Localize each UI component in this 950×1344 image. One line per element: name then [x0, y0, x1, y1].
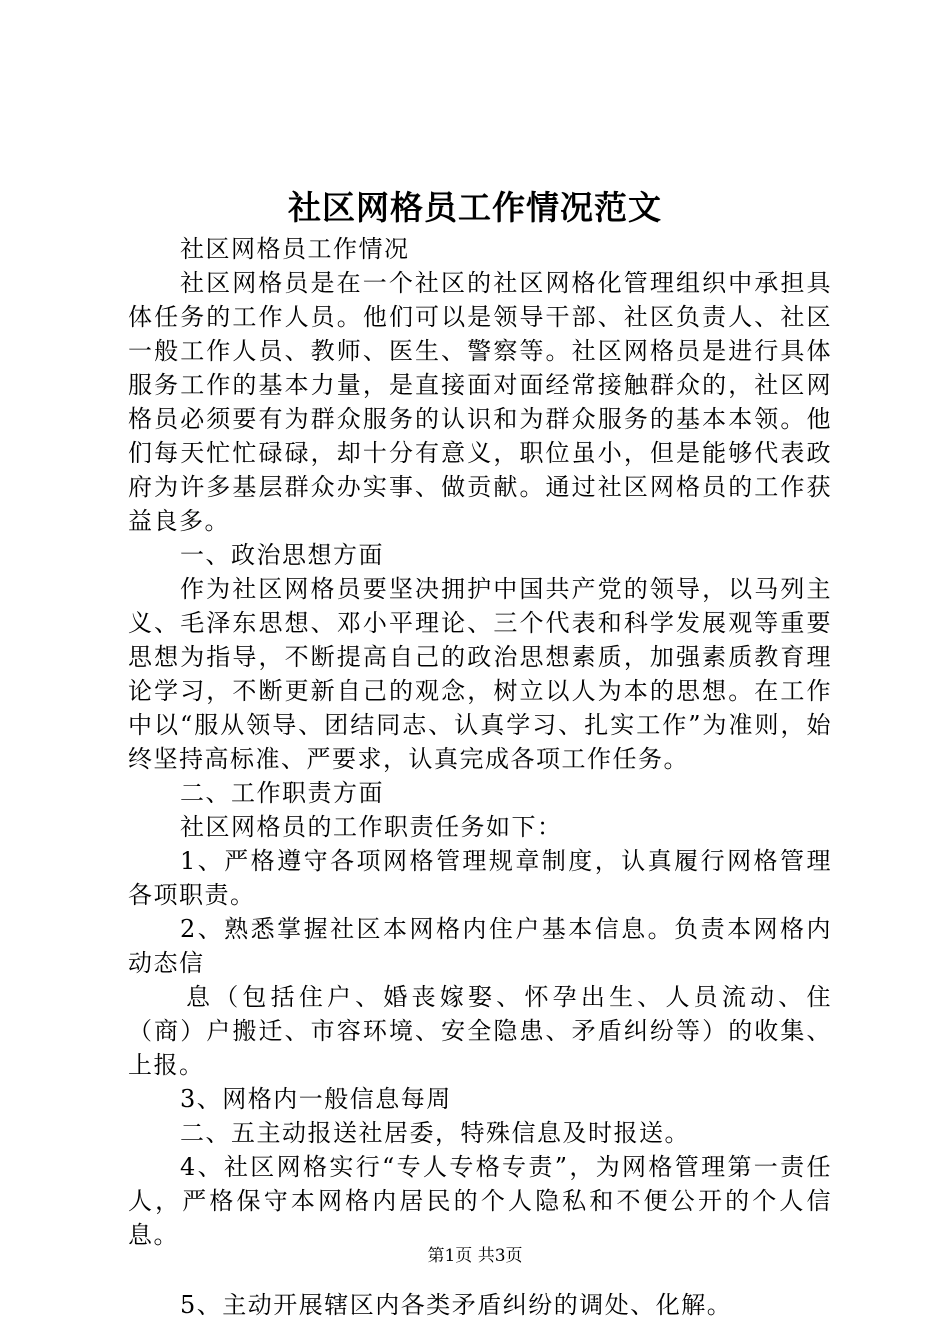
page-footer: 第1页 共3页: [427, 1246, 523, 1266]
paragraph-duties-intro: 社区网格员的工作职责任务如下：: [180, 813, 563, 841]
section-heading-duties: 二、工作职责方面: [180, 779, 384, 807]
section-heading-political: 一、政治思想方面: [180, 541, 384, 569]
duty-item-3-continued: 二、五主动报送社居委，特殊信息及时报送。: [180, 1119, 690, 1147]
document-title: 社区网格员工作情况范文: [288, 188, 662, 227]
paragraph-subtitle: 社区网格员工作情况: [180, 235, 410, 263]
paragraph-political: 作为社区网格员要坚决拥护中国共产党的领导，以马列主义、毛泽东思想、邓小平理论、三个代表和科学发展观等重要思想为指导，不断提高自己的政治思想素质，加强素质教育理论学习，不断更新自己的观念，树立以人为本的思想。在工作中以“服从领导、团结同志、认真学习、扎实工作”为准则，始终坚持高标准、严要求，认真完成各项工作任务。: [128, 575, 832, 773]
document-body: [128, 232, 832, 1322]
duty-item-3: 3、网格内一般信息每周: [180, 1085, 452, 1113]
duty-item-2: 2、熟悉掌握社区本网格内住户基本信息。负责本网格内动态信: [128, 915, 832, 977]
paragraph-intro: 社区网格员是在一个社区的社区网格化管理组织中承担具体任务的工作人员。他们可以是领导干部、社区负责人、社区一般工作人员、教师、医生、警察等。社区网格员是进行具体服务工作的基本力量，是直接面对面经常接触群众的，社区网格员必须要有为群众服务的认识和为群众服务的基本本领。他们每天忙忙碌碌，却十分有意义，职位虽小，但是能够代表政府为许多基层群众办实事、做贡献。通过社区网格员的工作获益良多。: [128, 269, 832, 535]
duty-item-4: 4、社区网格实行“专人专格专责”，为网格管理第一责任人，严格保守本网格内居民的个人隐私和不便公开的个人信息。: [128, 1153, 832, 1249]
duty-item-2-continued: 息（包括住户、婚丧嫁娶、怀孕出生、人员流动、住（商）户搬迁、市容环境、安全隐患、矛盾纠纷等）的收集、上报。: [128, 983, 832, 1079]
duty-item-5: 5、主动开展辖区内各类矛盾纠纷的调处、化解。: [180, 1291, 733, 1319]
duty-item-1: 1、严格遵守各项网格管理规章制度，认真履行网格管理各项职责。: [128, 847, 832, 909]
